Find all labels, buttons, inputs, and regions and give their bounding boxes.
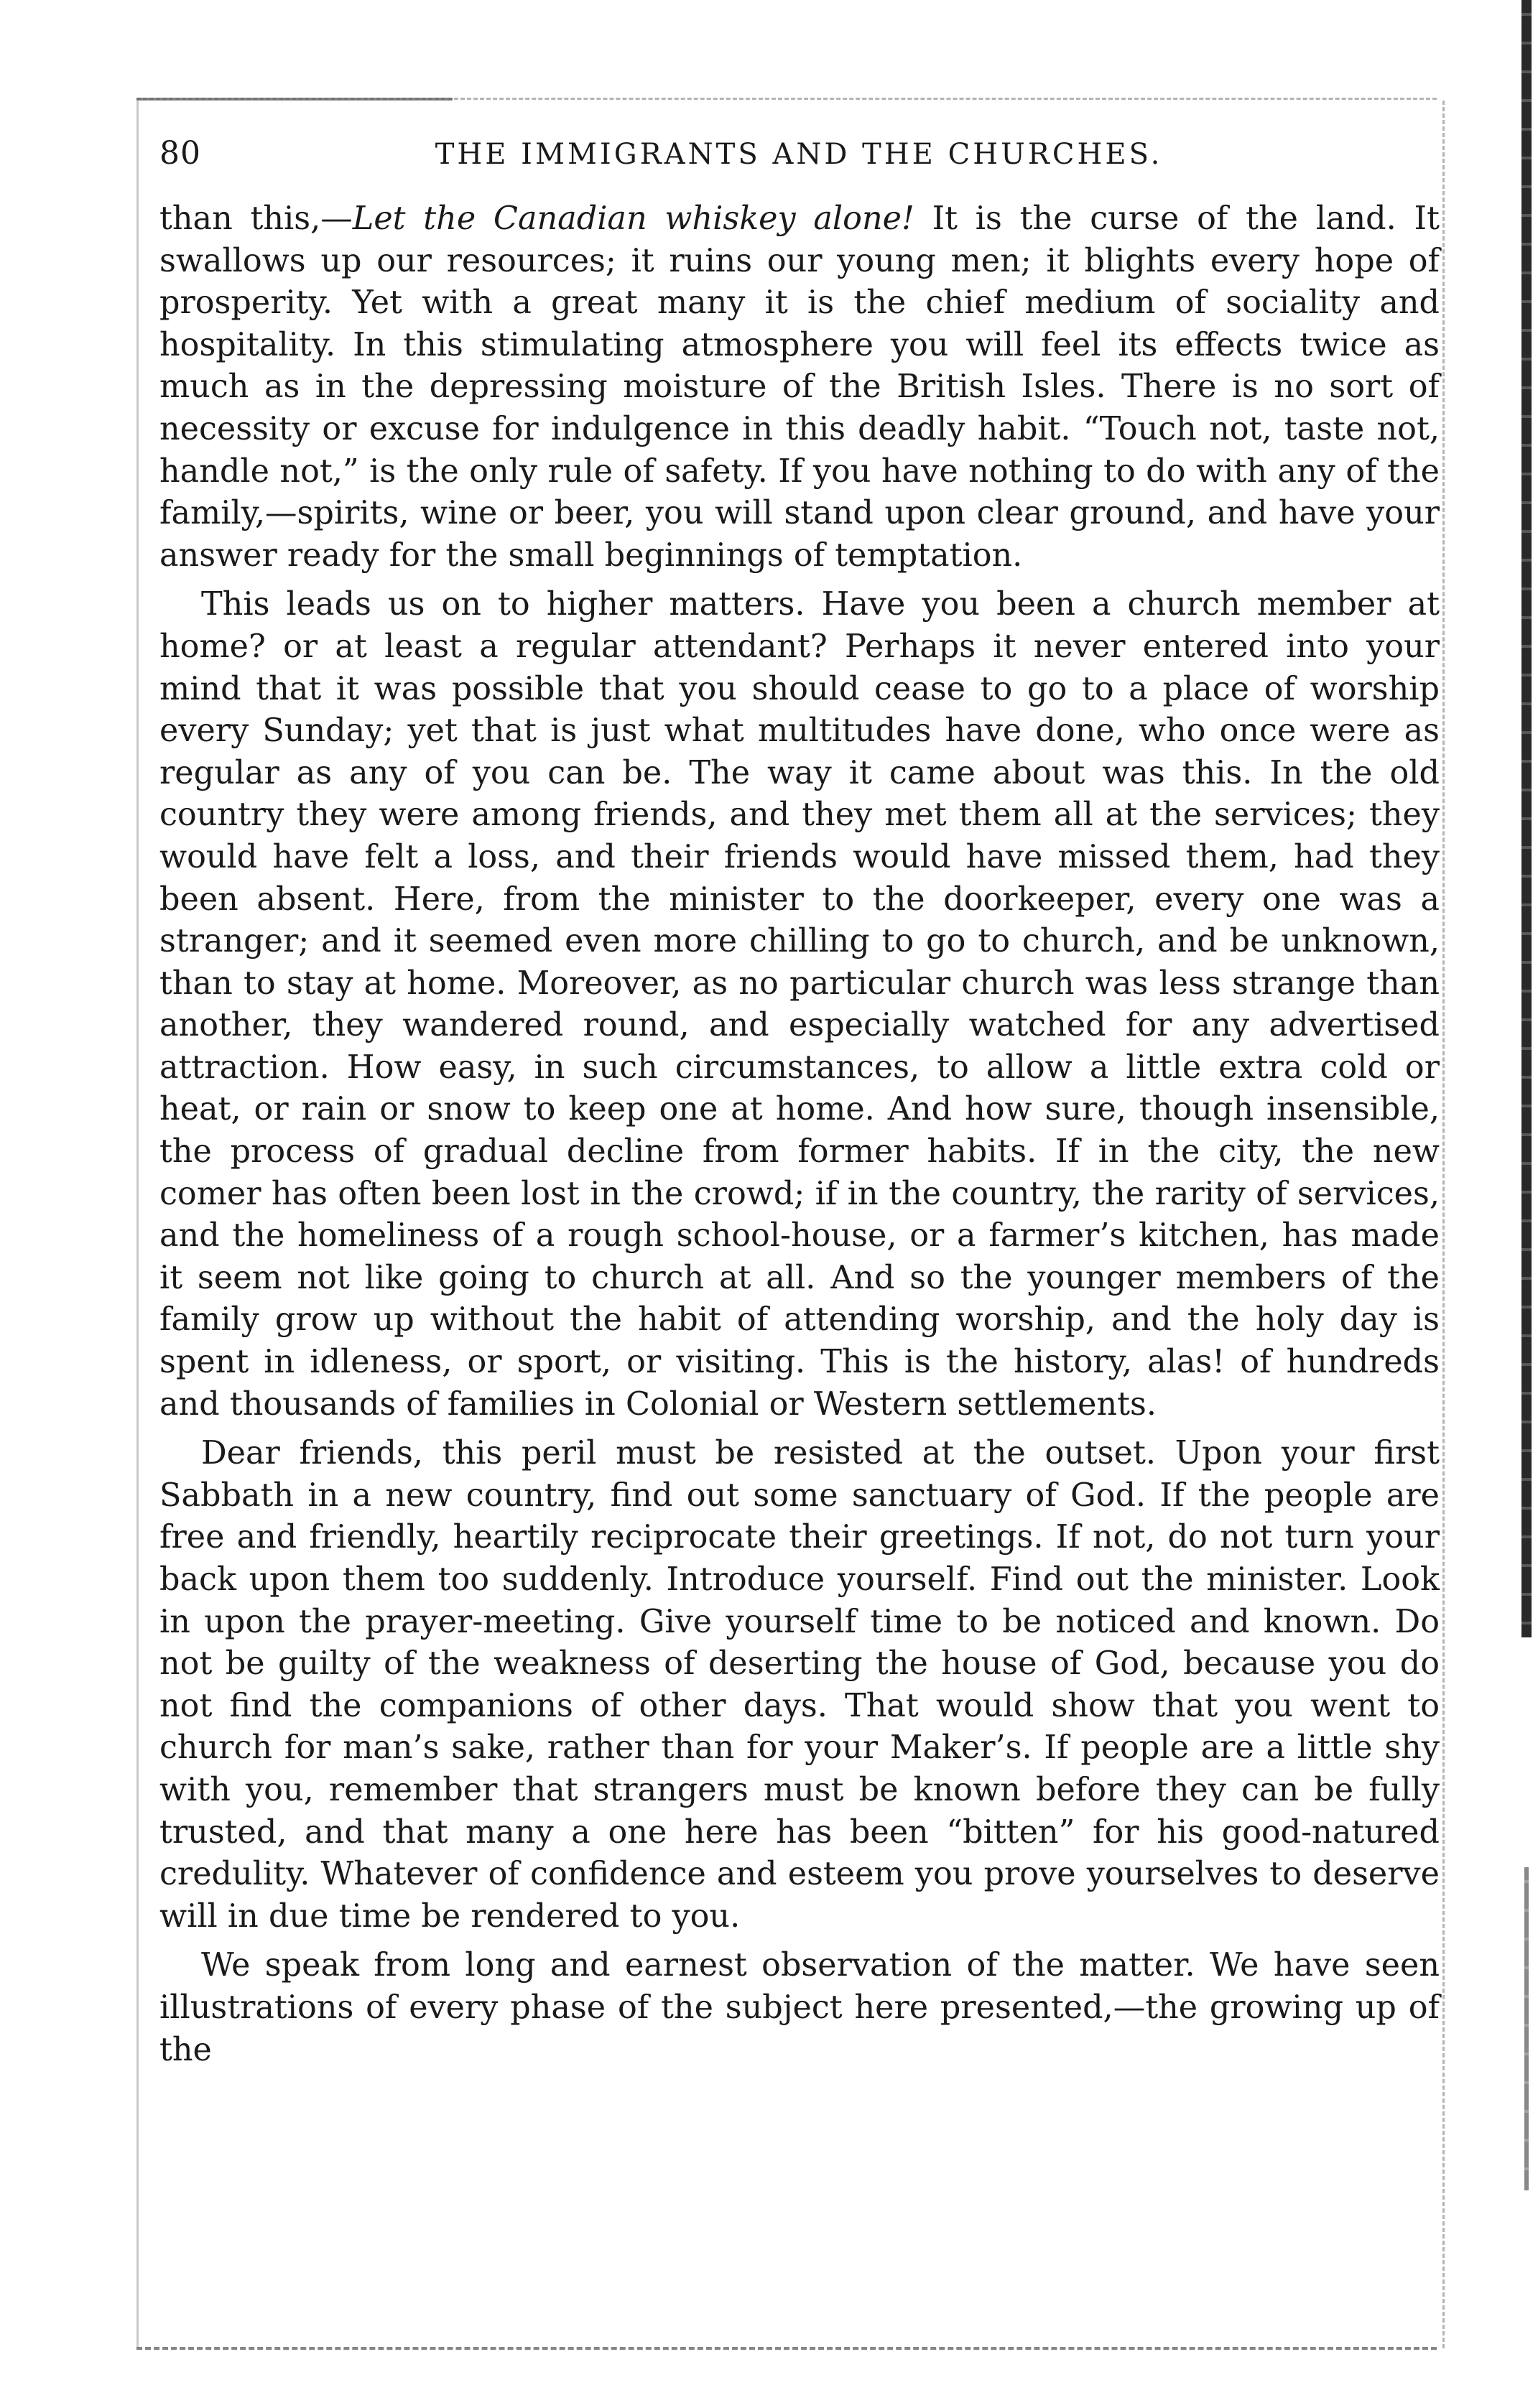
page-right-edge [1442,101,1445,2348]
paragraph-2: This leads us on to higher matters. Have you been a church member at home? or at least a regular attendant? Perhaps it never entered into your mind that it was possible that you should cease to go to a place of worship every Sunday; yet that is just what multitudes have done, who once were as regular as any of you can be. The way it came about was this. In the old country they were among friends, and they met them all at the services; they would have felt a loss, and their friends would have missed them, had they been absent. Here, from the minister to the doorkeeper, every one was a stranger; and it seemed even more chilling to go to church, and be unknown, than to stay at home. Moreover, as no particular church was less strange than another, they wandered round, and especially watched for any advertised attraction. How easy, in such circumstances, to allow a little extra cold or heat, or rain or snow to keep one at home. And how sure, though insensible, the process of gradual decline from former habits. If in the city, the new comer has often been lost in the crowd; if in the country, the rarity of services, and the homeliness of a rough school-house, or a farmer’s kitchen, has made it seem not like going to church at all. And so the younger members of the family grow up without the habit of attending worship, and the holy day is spent in idleness, or sport, or visiting. This is the history, alas! of hundreds and thousands of families in Colonial or Western settlements. [159,586,1440,1423]
paragraph-3: Dear friends, this peril must be resisted at the outset. Upon your first Sabbath in a new country, find out some sanctuary of God. If the people are free and friendly, heartily reciprocate their greetings. If not, do not turn your back upon them too suddenly. Introduce yourself. Find out the minister. Look in upon the prayer-meeting. Give yourself time to be noticed and known. Do not be guilty of the weakness of deserting the house of God, because you do not find the companions of other days. That would show that you went to church for man’s sake, rather than for your Maker’s. If people are a little shy with you, remember that strangers must be known before they can be fully trusted, and that many a one here has been “bitten” for his good-natured credulity. Whatever of confidence and esteem you prove yourselves to deserve will in due time be rendered to you. [159,1435,1440,1935]
paragraph-1-lead: than this,— [159,200,353,237]
body-text [159,198,1440,2071]
page-bottom-edge [136,2347,1437,2350]
paragraph-4: We speak from long and earnest observation of the matter. We have seen illustrations of every phase of the subject here presented,—the growing up of the [159,1947,1440,2068]
paragraph-1 [159,198,1440,577]
binding-shadow [1521,0,1532,1637]
binding-shadow-lower [1524,1867,1529,2190]
paragraph-1-rest: It is the curse of the land. It swallows up our resources; it ruins our young men; it blights every hope of prosperity. Yet with a great many it is the chief medium of sociality and hospitality. In this stimulating atmosphere you will feel its effects twice as much as in the depressing moisture of the British Isles. There is no sort of necessity or excuse for indulgence in this deadly habit. “Touch not, taste not, handle not,” is the only rule of safety. If you have nothing to do with any of the family,—spirits, wine or beer, you will stand upon clear ground, and have your answer ready for the small beginnings of temptation. [159,200,1440,574]
running-title: THE IMMIGRANTS AND THE CHURCHES. [435,138,1163,171]
page-left-edge [136,101,139,2348]
running-header [159,135,1438,178]
page-number: 80 [159,135,201,172]
paragraph-1-italic: Let the Canadian whiskey alone! [352,200,914,237]
page-top-edge-mark [136,98,453,101]
